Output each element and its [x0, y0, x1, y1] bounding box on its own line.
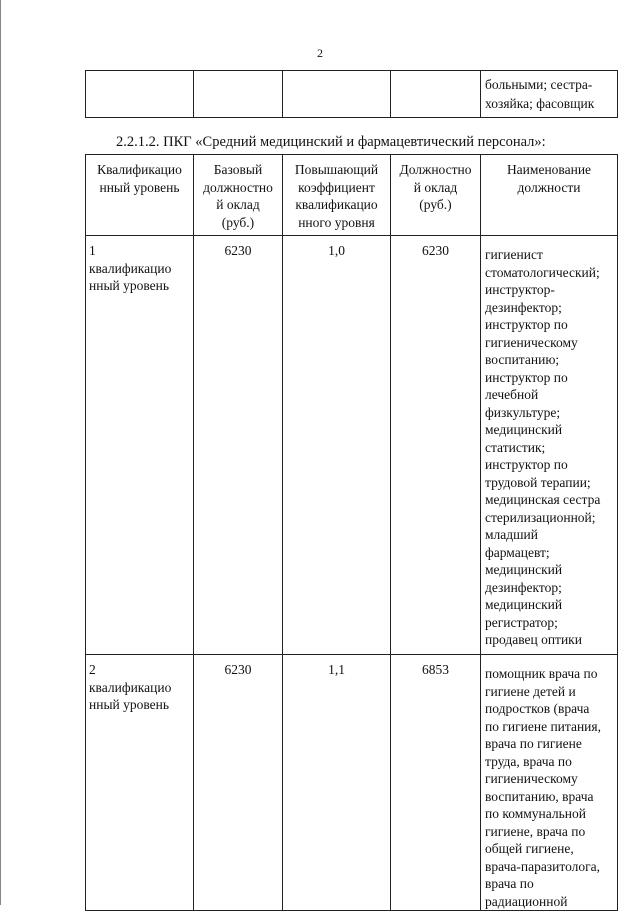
previous-table-fragment: [85, 70, 618, 118]
salary-cell: 6853: [391, 655, 481, 911]
base-salary-cell: 6230: [194, 236, 283, 655]
section-heading: 2.2.1.2. ПКГ «Средний медицинский и фармацевтический персонал»:: [116, 134, 546, 150]
coefficient-cell: 1,0: [283, 236, 391, 655]
header-position-name: Наименование должности: [481, 155, 618, 236]
header-base-salary: Базовый должностно й оклад (руб.): [194, 155, 283, 236]
positions-cell: [481, 236, 618, 655]
header-salary: Должностно й оклад (руб.): [391, 155, 481, 236]
header-qualification-level: Квалификацио нный уровень: [86, 155, 194, 236]
salary-table: [85, 154, 618, 911]
table-header-row: [86, 155, 618, 236]
fragment-positions-cell: больными; сестра- хозяйка; фасовщик: [481, 71, 618, 118]
salary-cell: 6230: [391, 236, 481, 655]
positions-cell: [481, 655, 618, 911]
scan-edge-line: [0, 0, 1, 905]
qualification-level-cell: 2 квалификацио нный уровень: [86, 655, 194, 911]
table-cell: [86, 71, 194, 118]
table-cell: [391, 71, 481, 118]
page-number: 2: [317, 46, 323, 60]
table-row: [86, 71, 618, 118]
base-salary-cell: 6230: [194, 655, 283, 911]
header-coefficient: Повышающий коэффициент квалификацио нного уровня: [283, 155, 391, 236]
positions-text: помощник врача по гигиене детей и подростков (врача по гигиене питания, врача по гигиене труда, врача по гигиеническому воспитанию, врача по коммунальной гигиене, врача по общей гигиене, врача-паразитолога, врача по радиационной: [485, 666, 601, 909]
table-row: [86, 655, 618, 911]
positions-text: гигиенист стоматологический; инструктор- дезинфектор; инструктор по гигиеническому воспитанию; инструктор по лечебной физкультуре; медицинский статистик; инструктор по трудовой терапии; медицинская сестра стерилизационной; младший фармацевт; медицинский дезинфектор; медицинский регистратор; продавец оптики: [485, 247, 601, 647]
table-cell: [194, 71, 283, 118]
coefficient-cell: 1,1: [283, 655, 391, 911]
table-row: [86, 236, 618, 655]
table-cell: [283, 71, 391, 118]
qualification-level-cell: 1 квалификацио нный уровень: [86, 236, 194, 655]
